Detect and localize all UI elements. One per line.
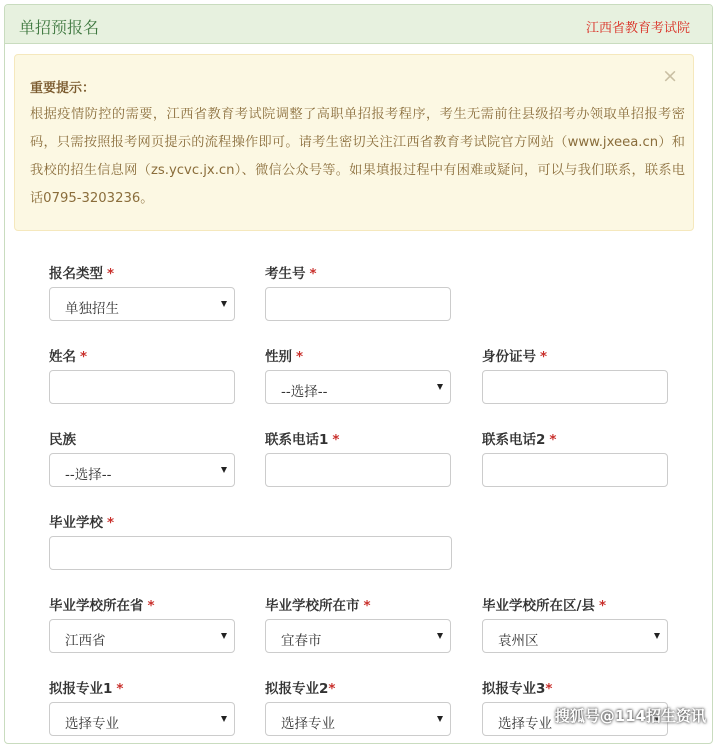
school-province-label: 毕业学校所在省 * xyxy=(49,598,155,614)
chevron-down-icon xyxy=(437,384,443,390)
reg-type-label: 报名类型 * xyxy=(49,266,115,282)
ethnicity-label: 民族 xyxy=(49,432,76,448)
major1-select[interactable] xyxy=(49,702,235,736)
school-district-label: 毕业学校所在区/县 * xyxy=(482,598,606,614)
reg-type-select[interactable] xyxy=(49,287,235,321)
chevron-down-icon xyxy=(654,633,660,639)
chevron-down-icon xyxy=(221,301,227,307)
major1-label: 拟报专业1 * xyxy=(49,681,124,697)
required-mark: * xyxy=(332,432,340,448)
major3-label: 拟报专业3* xyxy=(482,681,553,697)
major2-select[interactable] xyxy=(265,702,451,736)
chevron-down-icon xyxy=(437,716,443,722)
chevron-down-icon xyxy=(221,633,227,639)
required-mark: * xyxy=(545,681,553,697)
chevron-down-icon xyxy=(437,633,443,639)
school-province-value: 江西省 xyxy=(65,633,106,649)
notice-heading: 重要提示： xyxy=(30,81,96,96)
id-no-input[interactable] xyxy=(482,370,668,404)
phone2-input[interactable] xyxy=(482,453,668,487)
required-mark: * xyxy=(549,432,557,448)
panel-header xyxy=(5,5,712,44)
school-label: 毕业学校 * xyxy=(49,515,115,531)
major2-value: 选择专业 xyxy=(281,716,335,732)
school-district-select[interactable] xyxy=(482,619,668,653)
ethnicity-value: --选择-- xyxy=(65,467,112,483)
reg-type-value: 单独招生 xyxy=(65,301,119,317)
required-mark: * xyxy=(107,266,115,282)
exam-no-label: 考生号 * xyxy=(265,266,317,282)
required-mark: * xyxy=(116,681,124,697)
required-mark: * xyxy=(309,266,317,282)
watermark-text: 搜狐号@114招生资讯 xyxy=(554,707,706,725)
name-label: 姓名 * xyxy=(49,349,88,365)
name-input[interactable] xyxy=(49,370,235,404)
required-mark: * xyxy=(80,349,88,365)
id-no-label: 身份证号 * xyxy=(482,349,548,365)
organization-name: 江西省教育考试院 xyxy=(585,21,690,36)
major2-label: 拟报专业2* xyxy=(265,681,336,697)
required-mark: * xyxy=(107,515,115,531)
notice-body: 根据疫情防控的需要，江西省教育考试院调整了高职单招报考程序，考生无需前往县级招考办领取单招报考密码，只需按照报考网页提示的流程操作即可。请考生密切关注江西省教育考试院官方网站（www.jxeea.cn）和我校的招生信息网（zs.ycvc.jx.cn）、微信公众号等。如果填报过程中有困难或疑问，可以与我们联系，联系电话0795-3203236。 xyxy=(30,107,685,206)
school-city-label: 毕业学校所在市 * xyxy=(265,598,371,614)
school-province-select[interactable] xyxy=(49,619,235,653)
school-input[interactable] xyxy=(49,536,452,570)
gender-value: --选择-- xyxy=(281,384,328,400)
required-mark: * xyxy=(296,349,304,365)
major1-value: 选择专业 xyxy=(65,716,119,732)
close-icon[interactable]: × xyxy=(662,65,678,87)
phone2-label: 联系电话2 * xyxy=(482,432,557,448)
phone1-input[interactable] xyxy=(265,453,451,487)
required-mark: * xyxy=(540,349,548,365)
required-mark: * xyxy=(363,598,371,614)
major3-value: 选择专业 xyxy=(498,716,552,732)
ethnicity-select[interactable] xyxy=(49,453,235,487)
gender-select[interactable] xyxy=(265,370,451,404)
chevron-down-icon xyxy=(221,716,227,722)
gender-label: 性别 * xyxy=(265,349,304,365)
exam-no-input[interactable] xyxy=(265,287,451,321)
notice-alert xyxy=(14,54,694,231)
page-title: 单招预报名 xyxy=(19,18,100,37)
school-city-value: 宜春市 xyxy=(281,633,322,649)
required-mark: * xyxy=(598,598,606,614)
chevron-down-icon xyxy=(221,467,227,473)
school-district-value: 袁州区 xyxy=(498,633,539,649)
required-mark: * xyxy=(328,681,336,697)
required-mark: * xyxy=(147,598,155,614)
phone1-label: 联系电话1 * xyxy=(265,432,340,448)
school-city-select[interactable] xyxy=(265,619,451,653)
